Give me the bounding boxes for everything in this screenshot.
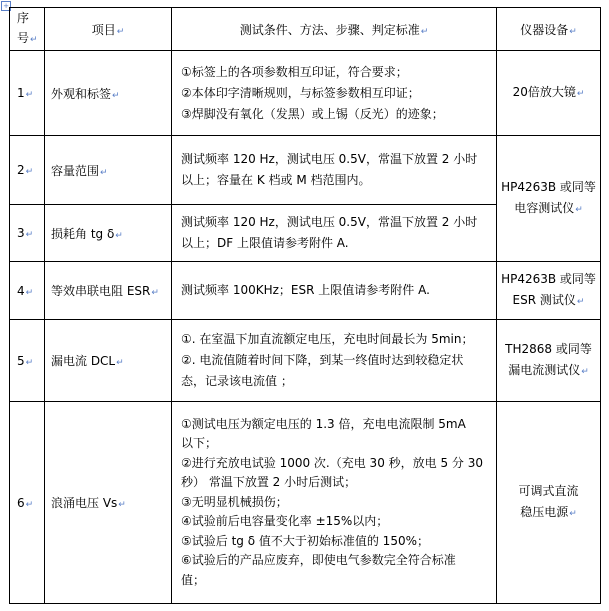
row-num: 6↵ <box>10 402 45 604</box>
condition-line: 测试频率 100KHz；ESR 上限值请参考附件 A. <box>181 283 430 297</box>
condition-line: ②. 电流值随着时间下降，到某一终值时达到较稳定状 <box>181 353 464 367</box>
equipment-line: ESR 测试仪 <box>512 292 576 307</box>
row-item: 漏电流 DCL↵ <box>45 320 172 402</box>
row-conditions <box>172 320 497 402</box>
row-item: 浪涌电压 Vs↵ <box>45 402 172 604</box>
condition-line: ②本体印字清晰规则，与标签参数相互印证； <box>181 85 420 100</box>
equipment-line: HP4263B 或同等 <box>501 271 596 286</box>
row-conditions <box>172 136 497 205</box>
row-num: 5↵ <box>10 320 45 402</box>
row-item: 容量范围↵ <box>45 136 172 205</box>
row-conditions <box>172 205 497 262</box>
row-conditions <box>172 262 497 320</box>
condition-line: ①. 在室温下加直流额定电压，充电时间最长为 5min； <box>181 332 474 346</box>
row-equipment: HP4263B 或同等 ESR 测试仪↵ <box>497 262 601 320</box>
condition-line: 值； <box>181 572 206 587</box>
row-num: 2↵ <box>10 136 45 205</box>
equipment-line: 漏电流测试仪 <box>508 362 581 377</box>
table-row <box>10 320 601 402</box>
equipment-line: HP4263B 或同等 <box>501 179 596 194</box>
table-row <box>10 262 601 320</box>
header-conditions: 测试条件、方法、步骤、判定标准↵ <box>172 8 497 51</box>
header-num-line1: 序 <box>17 11 30 25</box>
row-item: 等效串联电阻 ESR↵ <box>45 262 172 320</box>
table-anchor-icon[interactable]: + <box>1 1 11 11</box>
row-equipment: 20倍放大镜↵ <box>497 51 601 136</box>
header-equipment: 仪器设备↵ <box>497 8 601 51</box>
table-row <box>10 402 601 604</box>
condition-line: ②进行充放电试验 1000 次.（充电 30 秒，放电 5 分 30 <box>181 455 483 470</box>
equipment-line: 电容测试仪 <box>514 200 575 215</box>
table-row <box>10 51 601 136</box>
header-num-line2: 号 <box>17 31 30 45</box>
row-equipment: TH2868 或同等 漏电流测试仪↵ <box>497 320 601 402</box>
condition-line: 以下； <box>181 436 218 451</box>
header-item-label: 项目 <box>91 22 116 37</box>
condition-line: ③无明显机械损伤； <box>181 494 288 509</box>
condition-line: ①测试电压为额定电压的 1.3 倍，充电电流限制 5mA <box>181 416 466 431</box>
row-equipment: 可调式直流 稳压电源↵ <box>497 402 601 604</box>
header-item: 项目↵ <box>45 8 172 51</box>
header-row <box>10 8 601 51</box>
row-num: 4↵ <box>10 262 45 320</box>
condition-line: 以上；容量在 K 档或 M 档范围内。 <box>181 173 371 187</box>
spec-table <box>9 7 601 604</box>
equipment-line: 稳压电源 <box>520 504 569 519</box>
condition-line: 测试频率 120 Hz，测试电压 0.5V，常温下放置 2 小时 <box>181 215 478 229</box>
header-equipment-label: 仪器设备 <box>520 22 569 37</box>
condition-line: ①标签上的各项参数相互印证，符合要求； <box>181 64 408 79</box>
row-equipment-merged: HP4263B 或同等 电容测试仪↵ <box>497 136 601 262</box>
row-num: 3↵ <box>10 205 45 262</box>
equipment-line: TH2868 或同等 <box>505 341 592 356</box>
row-conditions <box>172 51 497 136</box>
header-conditions-label: 测试条件、方法、步骤、判定标准 <box>239 22 420 37</box>
condition-line: 秒） 常温下放置 2 小时后测试； <box>181 475 357 490</box>
condition-line: ③焊脚没有氧化（发黑）或上锡（反光）的迹象； <box>181 106 444 121</box>
row-item: 外观和标签↵ <box>45 51 172 136</box>
header-num: 序 号↵ <box>10 8 45 51</box>
condition-line: ④试验前后电容量变化率 ±15%以内； <box>181 514 389 529</box>
condition-line: 以上；DF 上限值请参考附件 A. <box>181 236 349 250</box>
row-item: 损耗角 tg δ↵ <box>45 205 172 262</box>
equipment-line: 可调式直流 <box>518 483 579 498</box>
condition-line: ⑤试验后 tg δ 值不大于初始标准值的 150%； <box>181 533 429 548</box>
condition-line: ⑥试验后的产品应废弃，即使电气参数完全符合标准 <box>181 553 456 568</box>
table-row <box>10 136 601 205</box>
row-conditions <box>172 402 497 604</box>
condition-line: 测试频率 120 Hz，测试电压 0.5V，常温下放置 2 小时 <box>181 152 478 166</box>
condition-line: 态，记录该电流值 ； <box>181 374 293 388</box>
row-num: 1↵ <box>10 51 45 136</box>
